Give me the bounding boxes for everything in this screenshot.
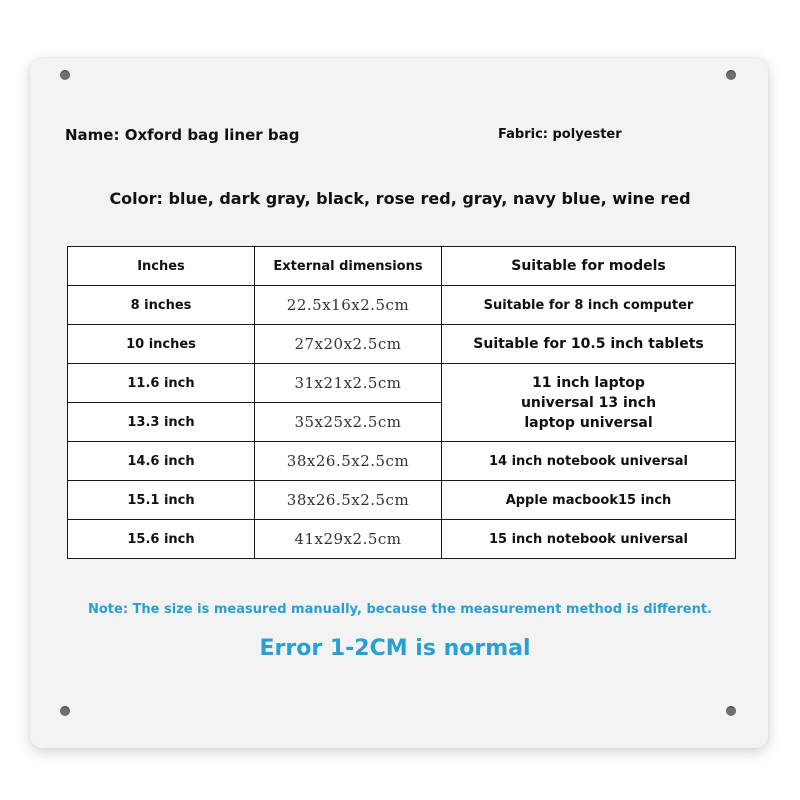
cell-model: Apple macbook15 inch xyxy=(442,481,736,520)
screw-top-left xyxy=(60,70,70,80)
table-row xyxy=(68,286,736,325)
table-row xyxy=(68,364,736,403)
product-fabric: Fabric: polyester xyxy=(498,127,622,142)
cell-inch: 15.6 inch xyxy=(68,520,255,559)
cell-dimensions: 38x26.5x2.5cm xyxy=(255,481,442,520)
header-external-dimensions: External dimensions xyxy=(255,247,442,286)
screw-top-right xyxy=(726,70,736,80)
table-row xyxy=(68,442,736,481)
cell-inch: 13.3 inch xyxy=(68,403,255,442)
cell-inch: 15.1 inch xyxy=(68,481,255,520)
cell-inch: 11.6 inch xyxy=(68,364,255,403)
table-header-row xyxy=(68,247,736,286)
cell-dimensions: 41x29x2.5cm xyxy=(255,520,442,559)
cell-model: 15 inch notebook universal xyxy=(442,520,736,559)
cell-model-merged: 11 inch laptop universal 13 inch laptop universal xyxy=(442,364,736,442)
header-suitable-models: Suitable for models xyxy=(442,247,736,286)
table-row xyxy=(68,325,736,364)
size-table xyxy=(67,246,736,559)
cell-dimensions: 22.5x16x2.5cm xyxy=(255,286,442,325)
cell-inch: 10 inches xyxy=(68,325,255,364)
table-row xyxy=(68,520,736,559)
cell-model: Suitable for 10.5 inch tablets xyxy=(442,325,736,364)
cell-model: Suitable for 8 inch computer xyxy=(442,286,736,325)
cell-model: 14 inch notebook universal xyxy=(442,442,736,481)
cell-inch: 14.6 inch xyxy=(68,442,255,481)
cell-dimensions: 35x25x2.5cm xyxy=(255,403,442,442)
screw-bottom-left xyxy=(60,706,70,716)
product-name: Name: Oxford bag liner bag xyxy=(65,126,300,144)
screw-bottom-right xyxy=(726,706,736,716)
cell-inch: 8 inches xyxy=(68,286,255,325)
cell-dimensions: 31x21x2.5cm xyxy=(255,364,442,403)
error-tolerance: Error 1-2CM is normal xyxy=(259,636,531,661)
cell-dimensions: 27x20x2.5cm xyxy=(255,325,442,364)
header-inches: Inches xyxy=(68,247,255,286)
product-colors: Color: blue, dark gray, black, rose red, gray, navy blue, wine red xyxy=(109,189,691,208)
cell-dimensions: 38x26.5x2.5cm xyxy=(255,442,442,481)
table-row xyxy=(68,481,736,520)
measurement-note: Note: The size is measured manually, because the measurement method is different. xyxy=(87,602,712,617)
